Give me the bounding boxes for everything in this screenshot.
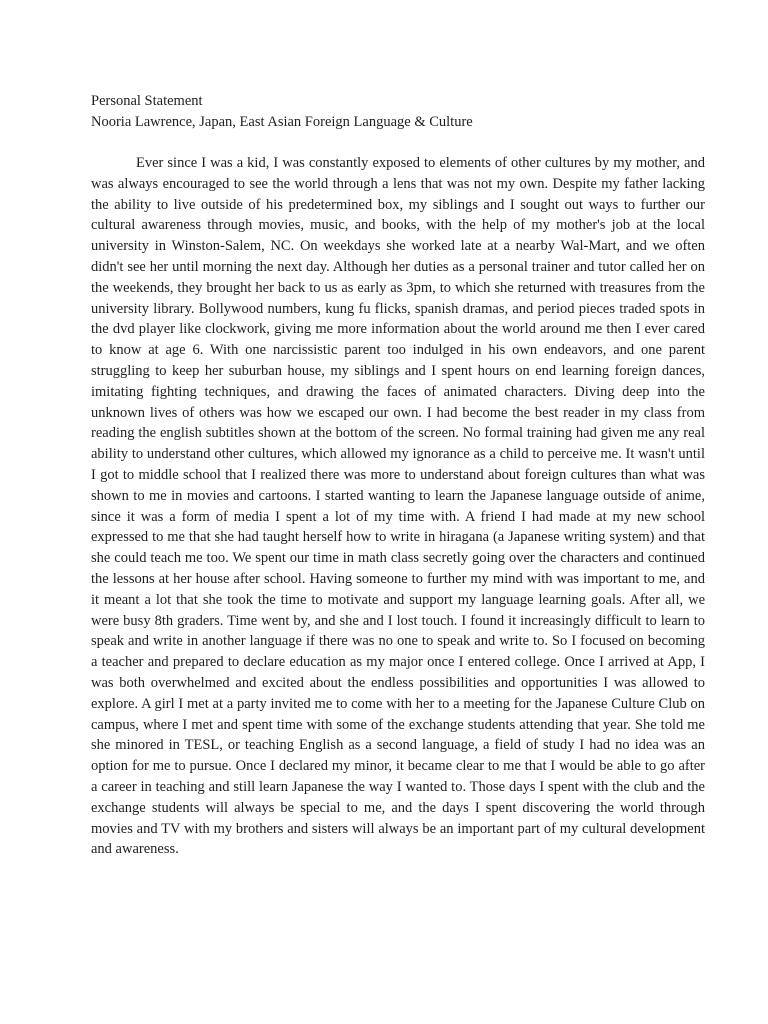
document-title: Personal Statement bbox=[91, 93, 203, 109]
document-header bbox=[91, 91, 711, 133]
author-line: Nooria Lawrence, Japan, East Asian Foreign Language & Culture bbox=[91, 114, 473, 130]
statement-body-paragraph: Ever since I was a kid, I was constantly exposed to elements of other cultures by my mother, and was always encouraged to see the world through a lens that was not my own. Despite my father lacking the ability to live outside of his predetermined box, my siblings and I sought out ways to further our cultural awareness through movies, music, and books, with the help of my mother's job at the local university in Winston-Salem, NC. On weekdays she worked late at a nearby Wal-Mart, and we often didn't see her until morning the next day. Although her duties as a personal trainer and tutor called her on the weekends, they brought her back to us as early as 3pm, to which she returned with treasures from the university library. Bollywood numbers, kung fu flicks, spanish dramas, and period pieces traded spots in the dvd player like clockwork, giving me more information about the world around me then I ever cared to know at age 6. With one narcissistic parent too indulged in his own endeavors, and one parent struggling to keep her suburban house, my siblings and I spent hours on end learning foreign dances, imitating fighting techniques, and drawing the faces of animated characters. Diving deep into the unknown lives of others was how we escaped our own. I had become the best reader in my class from reading the english subtitles shown at the bottom of the screen. No formal training had given me any real ability to understand other cultures, which allowed my ignorance as a child to perceive me. It wasn't until I got to middle school that I realized there was more to understand about foreign cultures than what was shown to me in movies and cartoons. I started wanting to learn the Japanese language outside of anime, since it was a form of media I spent a lot of my time with. A friend I had made at my new school expressed to me that she had taught herself how to write in hiragana (a Japanese writing system) and that she could teach me too. We spent our time in math class secretly going over the characters and continued the lessons at her house after school. Having someone to further my mind with was important to me, and it meant a lot that she took the time to motivate and support my language learning goals. After all, we were busy 8th graders. Time went by, and she and I lost touch. I found it increasingly difficult to learn to speak and write in another language if there was no one to speak and write to. So I focused on becoming a teacher and prepared to declare education as my major once I entered college. Once I arrived at App, I was both overwhelmed and excited about the endless possibilities and opportunities I was allowed to explore. A girl I met at a party invited me to come with her to a meeting for the Japanese Culture Club on campus, where I met and spent time with some of the exchange students attending that year. She told me she minored in TESL, or teaching English as a second language, a field of study I had no idea was an option for me to pursue. Once I declared my minor, it became clear to me that I would be able to go after a career in teaching and still learn Japanese the way I wanted to. Those days I spent with the club and the exchange students will always be special to me, and the days I spent discovering the world through movies and TV with my brothers and sisters will always be an important part of my cultural development and awareness. bbox=[91, 155, 705, 858]
